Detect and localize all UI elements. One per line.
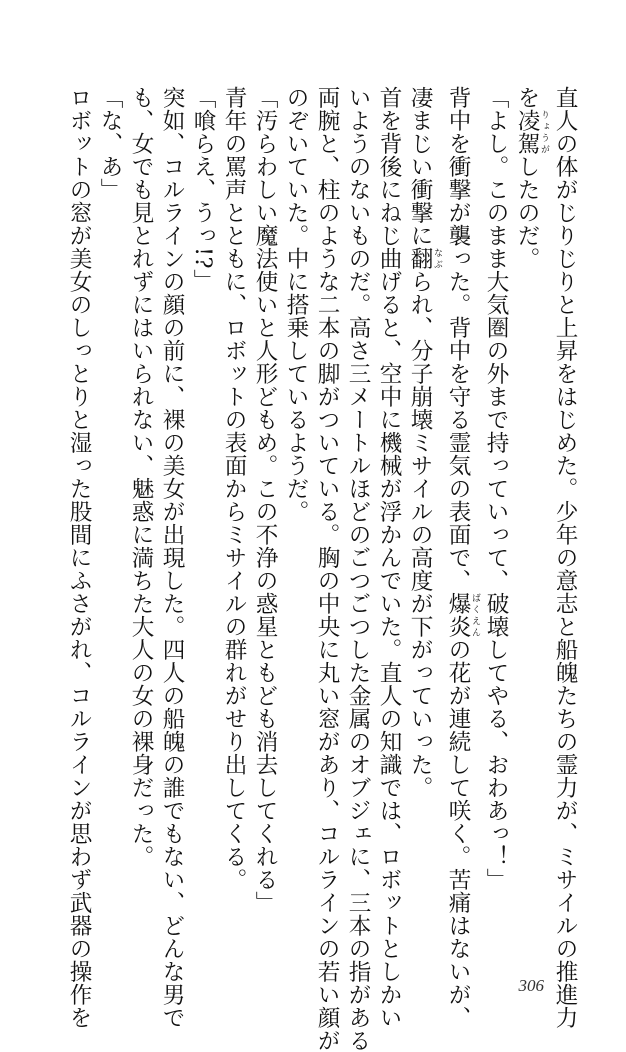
text-line: 両腕と、柱のような二本の脚がついている。胸の中央に丸い窓があり、コルラインの若い顔が bbox=[314, 86, 340, 1052]
vertical-text-body bbox=[63, 86, 580, 1052]
ruby-word bbox=[445, 592, 480, 638]
text-line bbox=[404, 86, 442, 986]
text-line bbox=[511, 86, 549, 986]
text-segment: の花が連続して咲く。苦痛はないが、 bbox=[445, 638, 471, 1029]
text-segment: 背中を衝撃が襲った。背中を守る霊気の表面で、 bbox=[445, 86, 471, 592]
furigana: なぶ bbox=[432, 247, 442, 270]
text-line: 「な、あ」 bbox=[97, 86, 123, 201]
ruby-base: 凌駕 bbox=[514, 109, 540, 155]
text-line: いようのないものだ。高さ三メートルほどのごつごつした金属のオブジェに、三本の指がある bbox=[345, 86, 371, 1052]
furigana: ばくえん bbox=[470, 592, 480, 638]
text-line: 首を背後にねじ曲げると、空中に機械が浮かんでいた。直人の知識では、ロボットとしかい bbox=[376, 86, 402, 1029]
text-segment: られ、分子崩壊ミサイルの高度が下がっていった。 bbox=[407, 270, 433, 799]
text-segment: を bbox=[514, 86, 540, 109]
text-line: 「喰らえ、うっ!?」 bbox=[190, 86, 216, 292]
text-line: のぞいていた。中に搭乗しているようだ。 bbox=[283, 86, 309, 523]
ruby-base: 爆炎 bbox=[445, 592, 471, 638]
page-number: 306 bbox=[518, 976, 544, 995]
text-line: 「汚らわしい魔法使いと人形どもめ。この不浄の惑星ともども消去してくれる」 bbox=[252, 86, 278, 914]
text-line: も、女でも見とれずにはいられない、魅惑に満ちた大人の女の裸身だった。 bbox=[128, 86, 154, 868]
text-line: 「よし。このまま大気圏の外まで持っていって、破壊してやる、おわあっ！」 bbox=[483, 86, 509, 891]
text-segment: 凄まじい衝撃に bbox=[407, 86, 433, 247]
ruby-word bbox=[407, 247, 442, 270]
ruby-base: 翻 bbox=[407, 247, 433, 270]
ruby-word bbox=[514, 109, 549, 155]
furigana: りょうが bbox=[539, 109, 549, 155]
text-line: 突如、コルラインの顔の前に、裸の美女が出現した。四人の船魄の誰でもない、どんな男で bbox=[159, 86, 185, 1029]
text-line: 直人の体がじりじりと上昇をはじめた。少年の意志と船魄たちの霊力が、ミサイルの推進力 bbox=[552, 86, 578, 1029]
text-line: ロボットの窓が美女のしっとりと湿った股間にふさがれ、コルラインが思わず武器の操作を bbox=[66, 86, 92, 1029]
text-line bbox=[442, 86, 480, 1029]
text-line: 青年の罵声とともに、ロボットの表面からミサイルの群れがせり出してくる。 bbox=[221, 86, 247, 891]
text-segment: したのだ。 bbox=[514, 155, 540, 270]
